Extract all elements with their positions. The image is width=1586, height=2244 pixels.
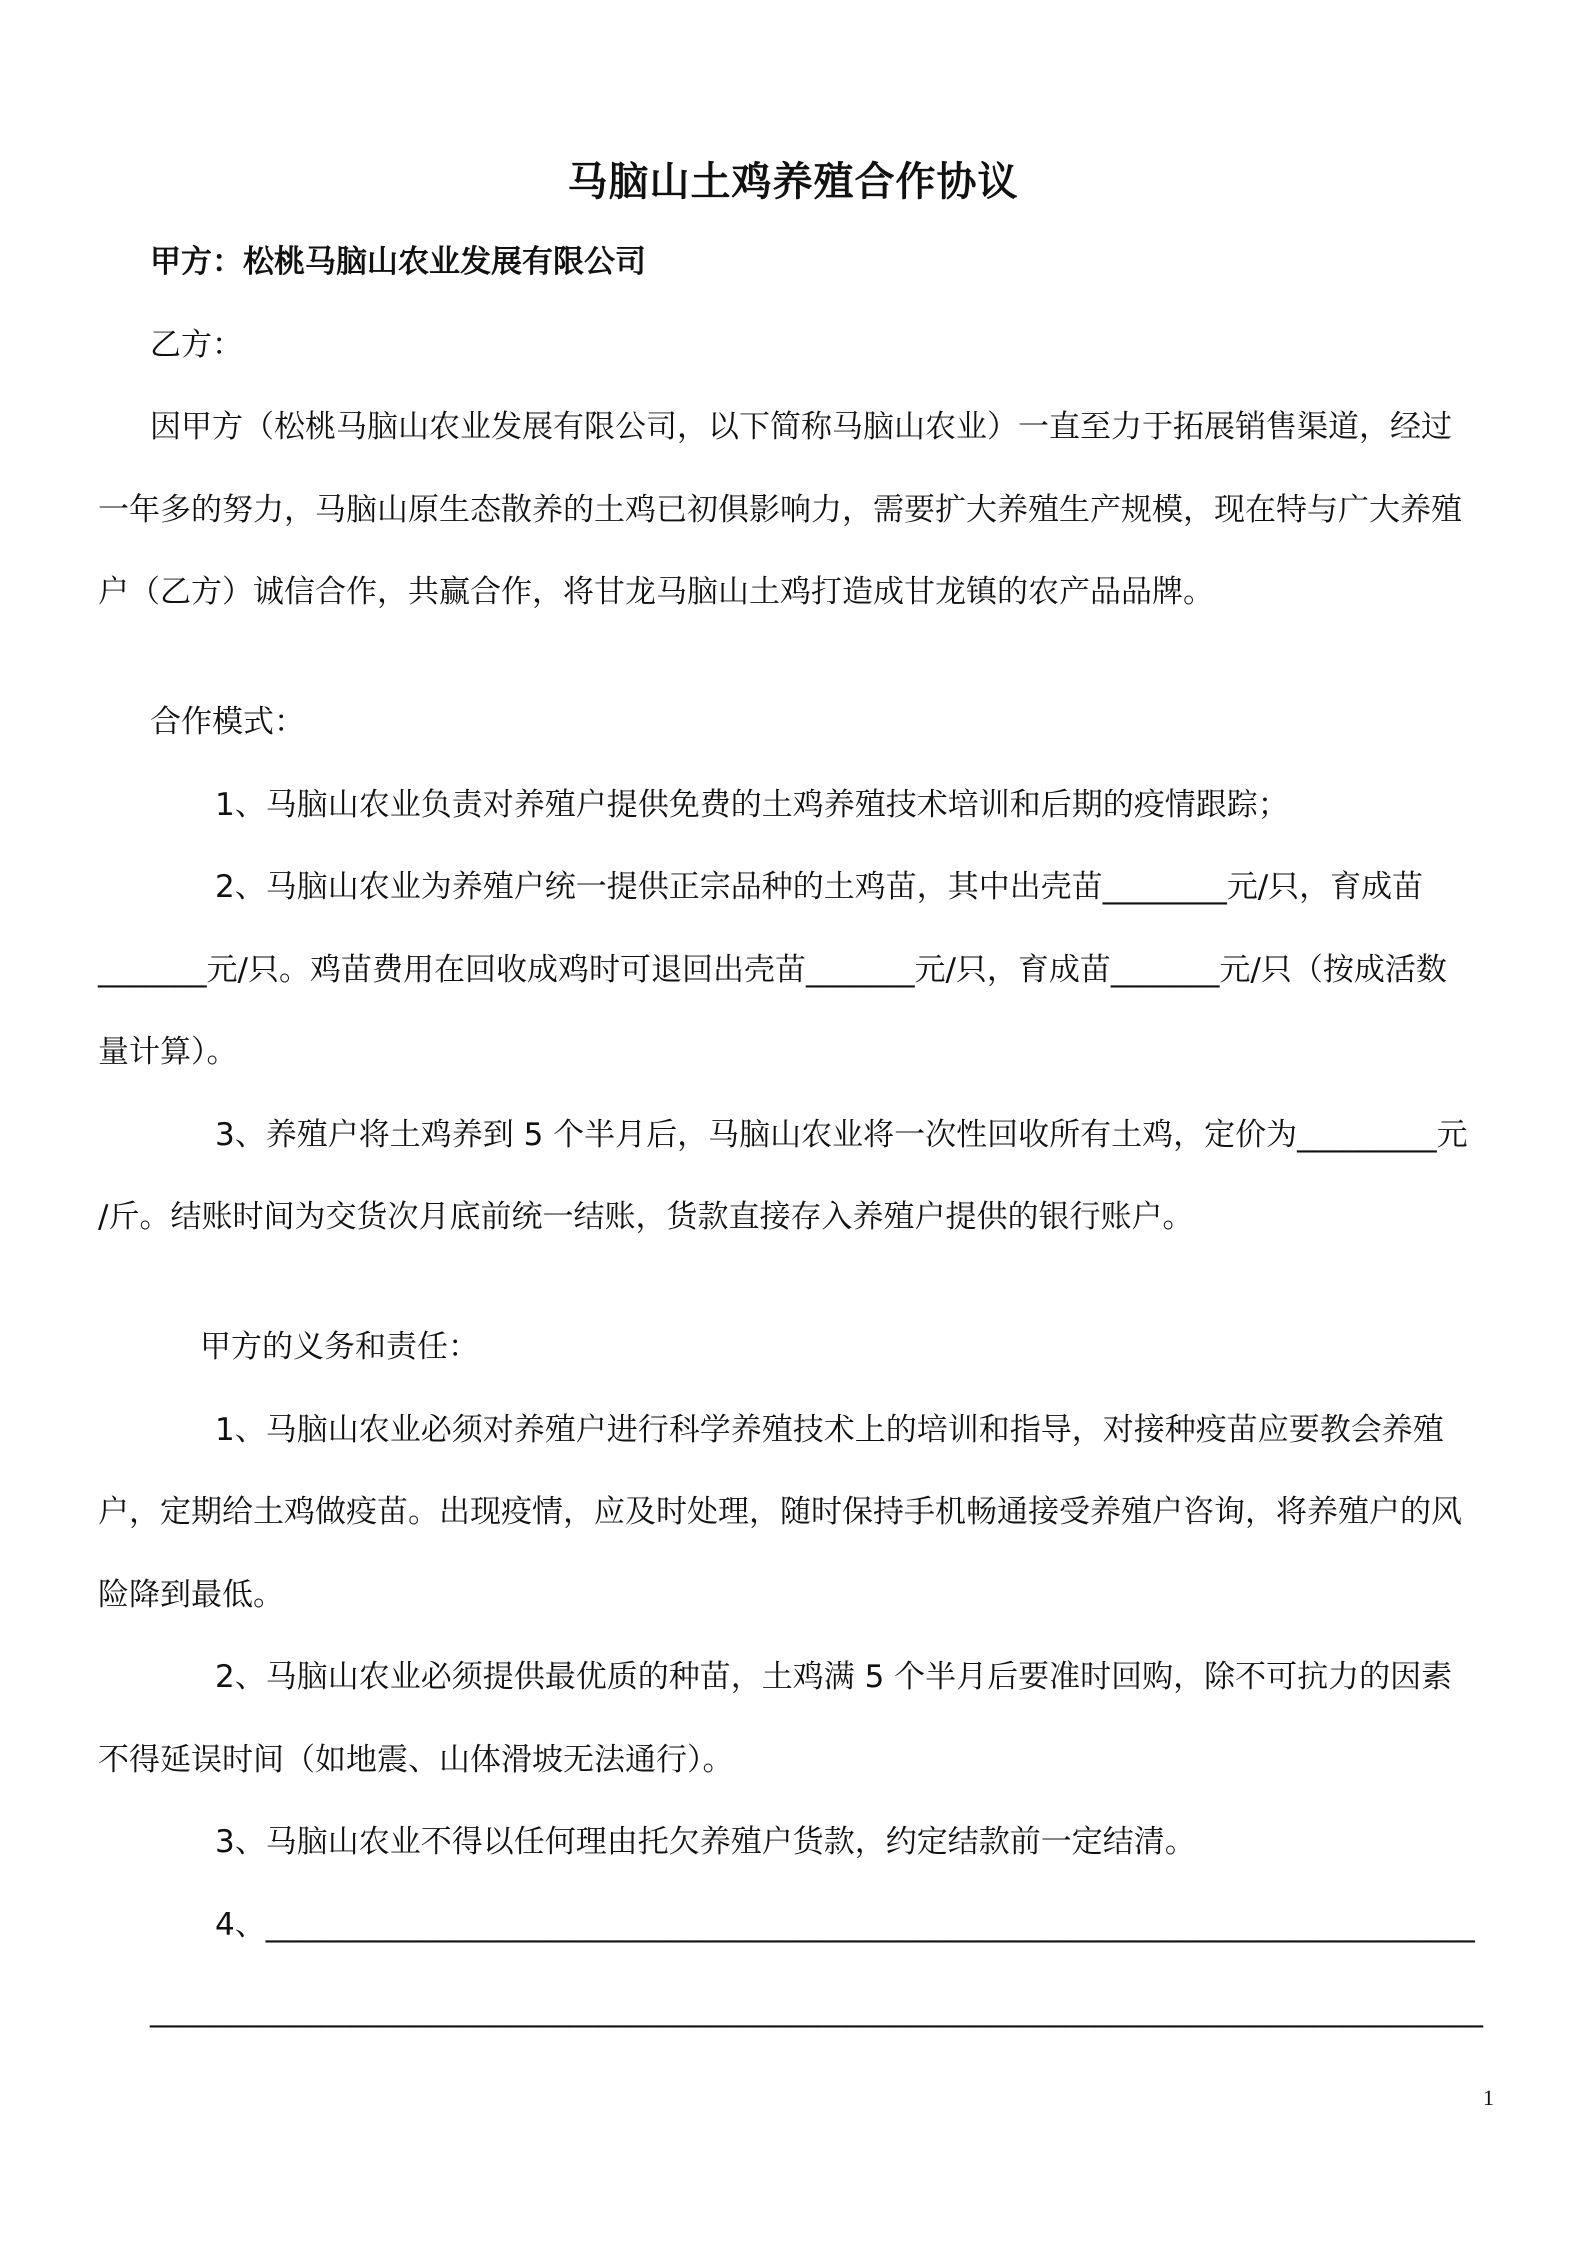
intro-line-2: 一年多的努力，马脑山原生态散养的土鸡已初俱影响力，需要扩大养殖生产规模，现在特与广大养殖: [98, 492, 1462, 528]
obligation-item-3: 3、马脑山农业不得以任何理由托欠养殖户货款，约定结款前一定结清。: [215, 1824, 1196, 1860]
obligation-item-2-line-1: 2、马脑山农业必须提供最优质的种苗，土鸡满 5 个半月后要准时回购，除不可抗力的因素: [215, 1659, 1453, 1695]
cooperation-heading: 合作模式：: [150, 704, 305, 740]
cooperation-item-2-line-3: 量计算）。: [98, 1034, 238, 1070]
cooperation-item-3-line-2: /斤。结账时间为交货次月底前统一结账，货款直接存入养殖户提供的银行账户。: [98, 1199, 1194, 1235]
cooperation-item-1: 1、马脑山农业负责对养殖户提供免费的土鸡养殖技术培训和后期的疫情跟踪；: [215, 787, 1289, 823]
intro-line-1: 因甲方（松桃马脑山农业发展有限公司，以下简称马脑山农业）一直至力于拓展销售渠道，经过: [150, 409, 1452, 445]
party-b-line: 乙方：: [150, 327, 243, 363]
intro-line-3: 户（乙方）诚信合作，共赢合作，将甘龙马脑山土鸡打造成甘龙镇的农产品品牌。: [98, 574, 1214, 610]
party-a-line: 甲方：松桃马脑山农业发展有限公司: [150, 244, 646, 280]
document-title: 马脑山土鸡养殖合作协议: [567, 159, 1019, 205]
cooperation-item-2-line-1: 2、马脑山农业为养殖户统一提供正宗品种的土鸡苗，其中出壳苗________元/只，育成苗: [215, 869, 1424, 905]
page-number: 1: [1483, 2085, 1494, 2110]
obligation-item-2-line-2: 不得延误时间（如地震、山体滑坡无法通行）。: [98, 1742, 734, 1778]
obligation-item-4-line-1: 4、______________________________________________________________________________: [215, 1907, 1475, 1943]
obligation-item-1-line-1: 1、马脑山农业必须对养殖户进行科学养殖技术上的培训和指导，对接种疫苗应要教会养殖: [215, 1412, 1444, 1448]
cooperation-item-3-line-1: 3、养殖户将土鸡养到 5 个半月后，马脑山农业将一次性回收所有土鸡，定价为_________元: [215, 1117, 1468, 1153]
obligation-item-1-line-2: 户，定期给土鸡做疫苗。出现疫情，应及时处理，随时保持手机畅通接受养殖户咨询，将养殖户的风: [98, 1494, 1462, 1530]
obligation-item-4-line-2: ______________________________________________________________________________________: [150, 1992, 1483, 2028]
obligations-heading: 甲方的义务和责任：: [200, 1329, 479, 1365]
cooperation-item-2-line-2: _______元/只。鸡苗费用在回收成鸡时可退回出壳苗_______元/只，育成苗_______元/只（按成活数: [98, 952, 1447, 988]
obligation-item-1-line-3: 险降到最低。: [98, 1577, 284, 1613]
